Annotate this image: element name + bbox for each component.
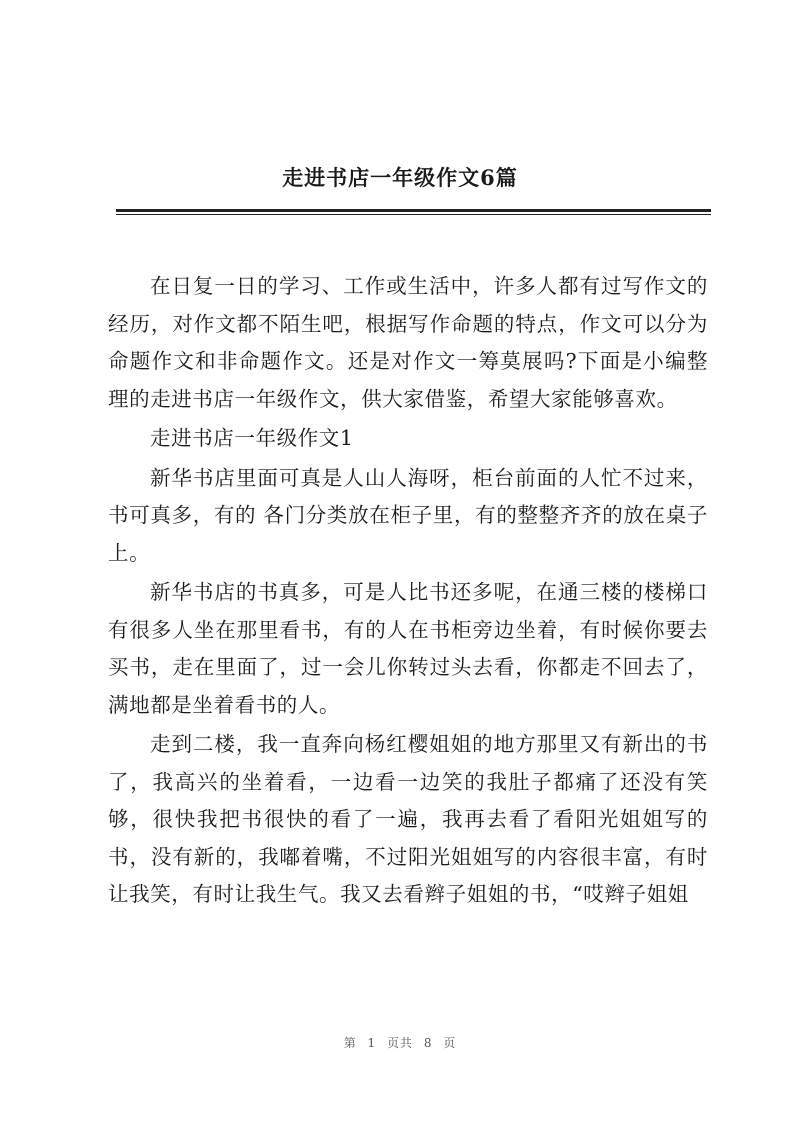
- paragraph: 走到二楼，我一直奔向杨红樱姐姐的地方那里又有新出的书了，我高兴的坐着看，一边看一边笑的我肚子都痛了还没有笑够，很快我把书很快的看了一遍，我再去看了看阳光姐姐写的书，没有新的，我嘟着嘴，不过阳光姐姐写的内容很丰富，有时让我笑，有时让我生气。我又去看辫子姐姐的书，“哎辫子姐姐: [108, 732, 708, 906]
- document-body: [108, 268, 708, 916]
- page-number-footer: 第 1 页共 8 页: [343, 1036, 457, 1050]
- paragraph: 新华书店的书真多，可是人比书还多呢，在通三楼的楼梯口有很多人坐在那里看书，有的人在书柜旁边坐着，有时候你要去买书，走在里面了，过一会儿你转过头去看，你都走不回去了，满地都是坐着看书的人。: [108, 580, 708, 717]
- title-divider: [116, 209, 711, 215]
- section-heading: 走进书店一年级作文1: [150, 426, 354, 450]
- paragraph: 新华书店里面可真是人山人海呀，柜台前面的人忙不过来，书可真多，有的 各门分类放在柜子里，有的整整齐齐的放在桌子上。: [108, 465, 708, 565]
- document-title: 走进书店一年级作文6篇: [282, 165, 518, 190]
- paragraph-intro: 在日复一日的学习、工作或生活中，许多人都有过写作文的经历，对作文都不陌生吧，根据写作命题的特点，作文可以分为命题作文和非命题作文。还是对作文一筹莫展吗?下面是小编整理的走进书店一年级作文，供大家借鉴，希望大家能够喜欢。: [108, 274, 708, 411]
